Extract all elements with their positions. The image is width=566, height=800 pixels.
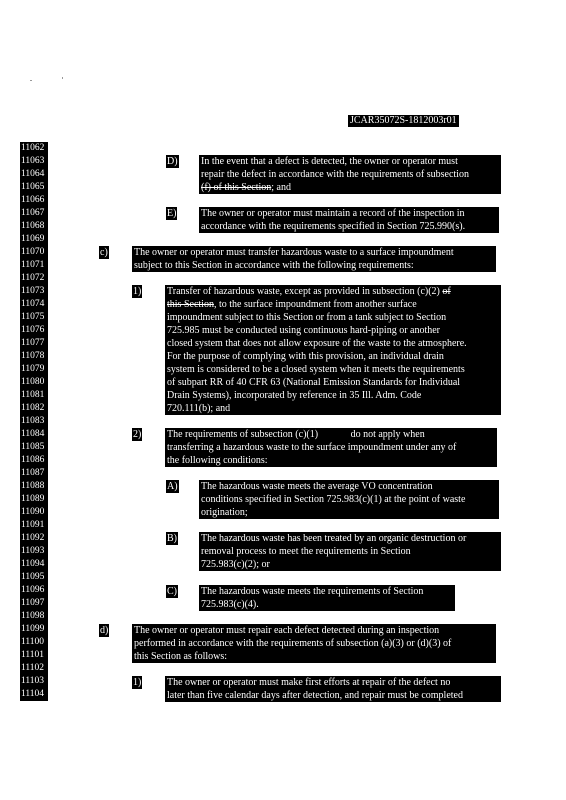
line-number: 11071 (20, 259, 48, 272)
paragraph-dd1 (165, 676, 501, 702)
line-number: 11070 (20, 246, 48, 259)
line-number: 11077 (20, 337, 48, 350)
redaction-gap (321, 428, 351, 441)
line-number: 11069 (20, 233, 48, 246)
line-number: 11096 (20, 584, 48, 597)
paragraph-e (199, 207, 499, 233)
paragraph-c (132, 246, 496, 272)
text-fragment: ; and (271, 182, 291, 193)
marker-c2c: C) (167, 586, 177, 597)
line-number: 11066 (20, 194, 48, 207)
text-line (167, 285, 499, 298)
paragraph-c2b (199, 532, 501, 571)
line-number: 11082 (20, 402, 48, 415)
text-line: In the event that a defect is detected, the owner or operator must (201, 156, 458, 167)
text-line: of subpart RR of 40 CFR 63 (National Emission Standards for Individual (167, 377, 461, 388)
text-line: later than five calendar days after detection, and repair must be completed (167, 690, 463, 701)
text-line: this Section as follows: (134, 651, 228, 662)
line-number: 11097 (20, 597, 48, 610)
text-fragment: , to the surface impoundment from another surface (213, 299, 417, 310)
text-line: The owner or operator must make first efforts at repair of the defect no (167, 677, 451, 688)
text-line: For the purpose of complying with this provision, an individual drain (167, 351, 444, 362)
line-number: 11104 (20, 688, 48, 701)
text-line: performed in accordance with the requirements of subsection (a)(3) or (d)(3) of (134, 638, 452, 649)
line-number: 11065 (20, 181, 48, 194)
line-number: 11062 (20, 142, 48, 155)
text-line: The owner or operator must repair each defect detected during an inspection (134, 625, 440, 636)
text-line: 725.983(c)(2); or (201, 559, 270, 570)
marker-c2a: A) (167, 481, 178, 492)
line-number: 11087 (20, 467, 48, 480)
line-number: 11098 (20, 610, 48, 623)
text-fragment: do not apply when (350, 429, 425, 440)
paragraph-c1 (165, 285, 501, 415)
text-line: removal process to meet the requirements in Section (201, 546, 411, 557)
text-line: 725.983(c)(4). (201, 599, 259, 610)
text-line: conditions specified in Section 725.983(c)(1) at the point of waste (201, 494, 466, 505)
line-number: 11080 (20, 376, 48, 389)
marker-dd: d) (100, 625, 109, 636)
text-fragment: Transfer of hazardous waste, except as provided in subsection (c)(2) (167, 286, 443, 297)
paragraph-c2a (199, 480, 499, 519)
line-number: 11099 (20, 623, 48, 636)
line-number: 11089 (20, 493, 48, 506)
line-number: 11075 (20, 311, 48, 324)
line-number: 11103 (20, 675, 48, 688)
line-number: 11092 (20, 532, 48, 545)
text-line: impoundment subject to this Section or from a tank subject to Section (167, 312, 447, 323)
line-number: 11085 (20, 441, 48, 454)
scan-speck (62, 77, 63, 79)
line-number: 11101 (20, 649, 48, 662)
text-line (167, 298, 499, 311)
marker-dd1: 1) (133, 677, 142, 688)
line-number: 11093 (20, 545, 48, 558)
struck-text: this Section (167, 299, 214, 310)
line-number: 11067 (20, 207, 48, 220)
text-line: 720.111(b); and (167, 403, 231, 414)
line-number: 11073 (20, 285, 48, 298)
marker-d: D) (167, 156, 178, 167)
marker-c1: 1) (133, 286, 142, 297)
line-number: 11079 (20, 363, 48, 376)
text-line: repair the defect in accordance with the requirements of subsection (201, 169, 469, 180)
line-number: 11064 (20, 168, 48, 181)
line-number: 11074 (20, 298, 48, 311)
text-line (167, 428, 495, 441)
text-line (201, 181, 499, 194)
line-number: 11088 (20, 480, 48, 493)
marker-c2b: B) (167, 533, 177, 544)
line-number: 11063 (20, 155, 48, 168)
line-number: 11081 (20, 389, 48, 402)
text-line: the following conditions: (167, 455, 268, 466)
line-number: 11084 (20, 428, 48, 441)
document-id: JCAR35072S-1812003r01 (350, 115, 457, 126)
line-number: 11083 (20, 415, 48, 428)
paragraph-d (199, 155, 501, 194)
text-line: closed system that does not allow exposure of the waste to the atmosphere. (167, 338, 467, 349)
line-number: 11078 (20, 350, 48, 363)
line-number: 11100 (20, 636, 48, 649)
paragraph-dd (132, 624, 496, 663)
paragraph-c2 (165, 428, 497, 467)
paragraph-c2c (199, 585, 455, 611)
text-line: Drain Systems), incorporated by reference in 35 Ill. Adm. Code (167, 390, 422, 401)
text-line: The hazardous waste has been treated by an organic destruction or (201, 533, 467, 544)
marker-e: E) (167, 208, 177, 219)
text-line: The owner or operator must maintain a record of the inspection in (201, 208, 465, 219)
text-line: The hazardous waste meets the requirements of Section (201, 586, 424, 597)
line-number: 11090 (20, 506, 48, 519)
text-line: subject to this Section in accordance with the following requirements: (134, 260, 414, 271)
line-number: 11068 (20, 220, 48, 233)
text-fragment: The requirements of subsection (c)(1) (167, 429, 321, 440)
line-number: 11076 (20, 324, 48, 337)
struck-text: of (442, 286, 451, 297)
text-line: accordance with the requirements specified in Section 725.990(s). (201, 221, 466, 232)
marker-c: c) (100, 247, 108, 258)
line-number: 11094 (20, 558, 48, 571)
line-number: 11086 (20, 454, 48, 467)
text-line: The owner or operator must transfer hazardous waste to a surface impoundment (134, 247, 454, 258)
line-number: 11095 (20, 571, 48, 584)
text-line: system is considered to be a closed system when it meets the requirements (167, 364, 465, 375)
scan-speck (30, 80, 32, 81)
line-number: 11091 (20, 519, 48, 532)
text-line: transferring a hazardous waste to the surface impoundment under any of (167, 442, 457, 453)
line-number: 11102 (20, 662, 48, 675)
text-line: The hazardous waste meets the average VO concentration (201, 481, 433, 492)
marker-c2: 2) (133, 429, 142, 440)
struck-text: (f) of this Section (201, 182, 272, 193)
text-line: 725.985 must be conducted using continuous hard-piping or another (167, 325, 441, 336)
line-number: 11072 (20, 272, 48, 285)
text-line: origination; (201, 507, 248, 518)
